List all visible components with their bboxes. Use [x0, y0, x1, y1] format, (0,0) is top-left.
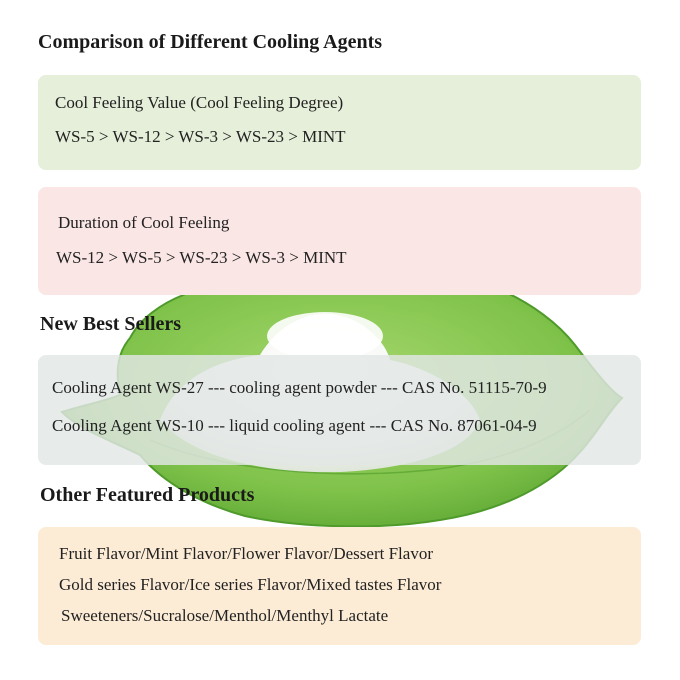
comparison-heading: Comparison of Different Cooling Agents: [38, 31, 383, 53]
cool-value-label: Cool Feeling Value (Cool Feeling Degree): [55, 93, 344, 112]
featured-item: Fruit Flavor/Mint Flavor/Flower Flavor/Dessert Flavor: [59, 544, 433, 563]
best-sellers-heading: New Best Sellers: [40, 313, 182, 335]
cool-value-panel: [38, 75, 641, 170]
best-seller-item: Cooling Agent WS-10 --- liquid cooling agent --- CAS No. 87061-04-9: [52, 416, 537, 435]
duration-panel: [38, 187, 641, 295]
featured-heading: Other Featured Products: [40, 484, 255, 506]
best-sellers-panel: [38, 355, 641, 465]
featured-item: Gold series Flavor/Ice series Flavor/Mixed tastes Flavor: [59, 575, 442, 594]
featured-item: Sweeteners/Sucralose/Menthol/Menthyl Lactate: [61, 606, 389, 625]
best-seller-item: Cooling Agent WS-27 --- cooling agent powder --- CAS No. 51115-70-9: [52, 378, 547, 397]
duration-label: Duration of Cool Feeling: [58, 213, 230, 232]
cool-value-ranking: WS-5 > WS-12 > WS-3 > WS-23 > MINT: [55, 127, 346, 146]
duration-ranking: WS-12 > WS-5 > WS-23 > WS-3 > MINT: [56, 248, 347, 267]
